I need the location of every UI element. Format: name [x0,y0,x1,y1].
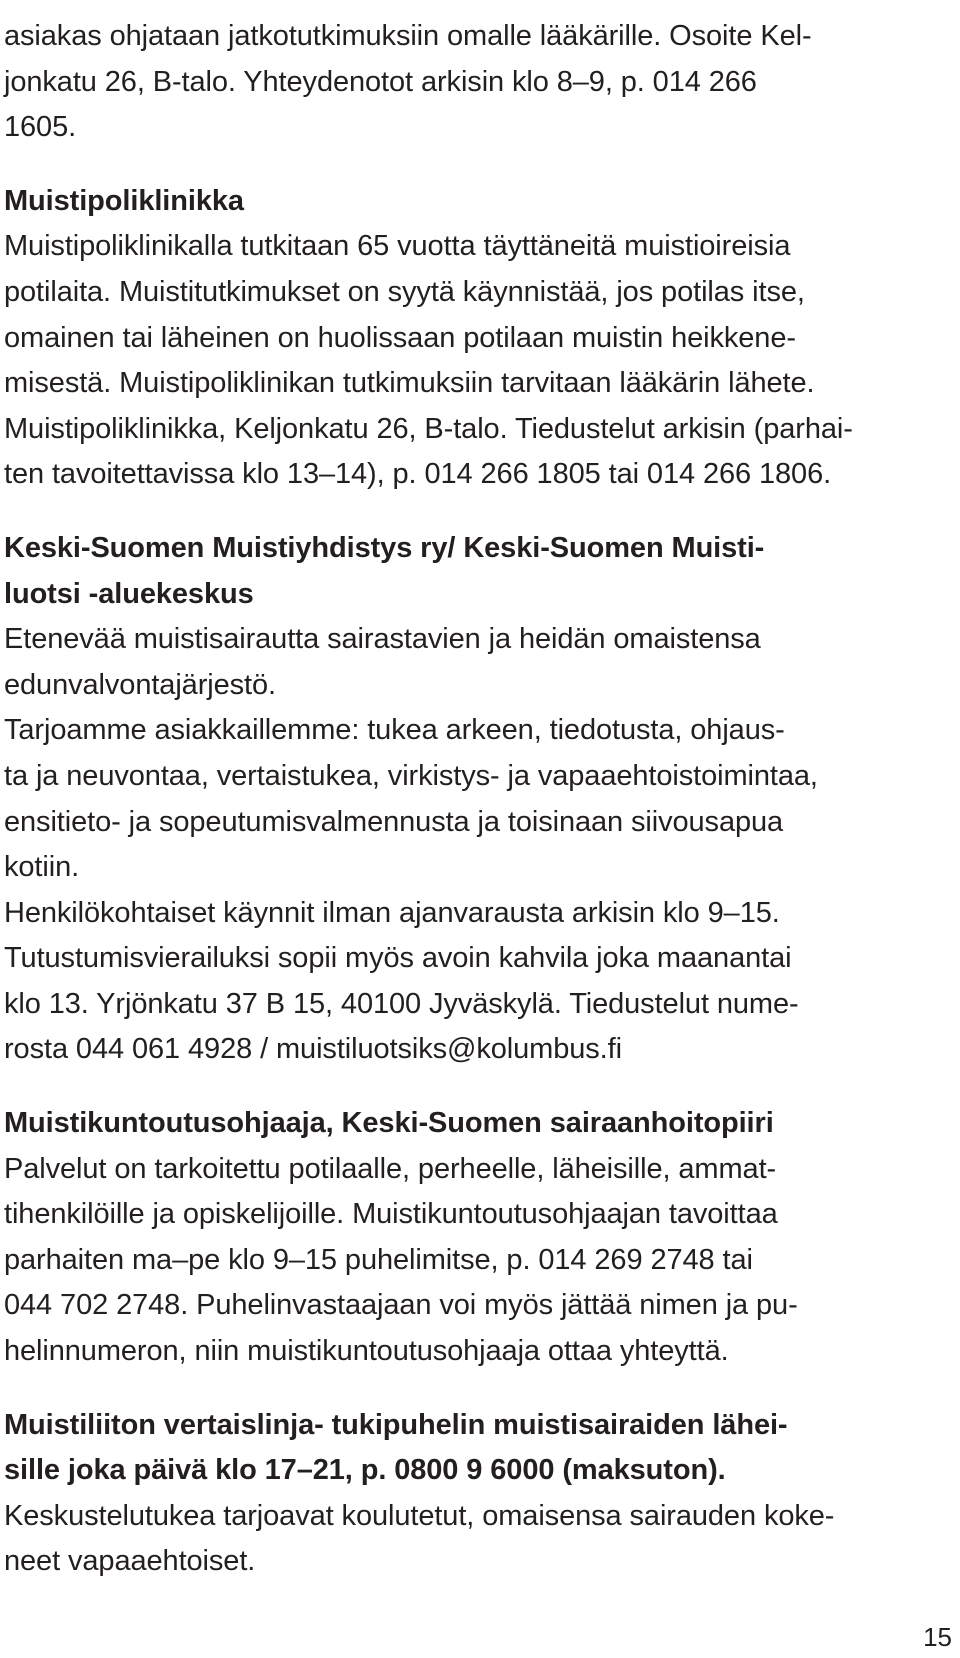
section-heading: Muistiliiton vertaislinja- tukipuhelin muistisairaiden lähei- [4,1408,788,1441]
body-line: Tutustumisvierailuksi sopii myös avoin kahvila joka maanantai [4,942,792,975]
body-line: 044 702 2748. Puhelinvastaajaan voi myös jättää nimen ja pu- [4,1289,798,1322]
body-line: 1605. [4,111,77,144]
body-line: asiakas ohjataan jatkotutkimuksiin omalle lääkärille. Osoite Kel- [4,20,812,52]
body-line: ta ja neuvontaa, vertaistukea, virkistys- ja vapaaehtoistoimintaa, [4,759,818,792]
section-heading: sille joka päivä klo 17–21, p. 0800 9 6000 (maksuton). [4,1454,726,1487]
body-line: ten tavoitettavissa klo 13–14), p. 014 266 1805 tai 014 266 1806. [4,458,832,491]
body-line: Etenevää muistisairautta sairastavien ja heidän omaistensa [4,623,761,656]
body-line: jonkatu 26, B-talo. Yhteydenotot arkisin klo 8–9, p. 014 266 [4,65,757,98]
section-gap [4,151,884,179]
body-line: Henkilökohtaiset käynnit ilman ajanvarausta arkisin klo 9–15. [4,896,780,929]
section-muistipoliklinikka [4,179,884,498]
body-line: klo 13. Yrjönkatu 37 B 15, 40100 Jyväskylä. Tiedustelut nume- [4,987,799,1020]
body-line: rosta 044 061 4928 / muistiluotsiks@kolumbus.fi [4,1033,622,1066]
body-line: parhaiten ma–pe klo 9–15 puhelimitse, p. 014 269 2748 tai [4,1243,753,1276]
body-line: kotiin. [4,851,80,884]
body-line: Tarjoamme asiakkaillemme: tukea arkeen, tiedotusta, ohjaus- [4,714,785,747]
section-muistiyhdistys [4,526,884,1073]
section-gap [4,498,884,526]
body-line: Muistipoliklinikka, Keljonkatu 26, B-talo. Tiedustelut arkisin (parhai- [4,412,853,445]
section-muistikuntoutusohjaaja [4,1101,884,1375]
section-heading: luotsi -aluekeskus [4,577,254,610]
body-line: helinnumeron, niin muistikuntoutusohjaaja ottaa yhteyttä. [4,1335,729,1368]
body-line: neet vapaaehtoiset. [4,1545,256,1578]
body-line: tihenkilöille ja opiskelijoille. Muistikuntoutusohjaajan tavoittaa [4,1198,778,1231]
section-heading: Keski-Suomen Muistiyhdistys ry/ Keski-Suomen Muisti- [4,531,765,564]
section-gap [4,1375,884,1403]
body-line: potilaita. Muistitutkimukset on syytä käynnistää, jos potilas itse, [4,275,805,308]
body-line: Keskustelutukea tarjoavat koulutetut, omaisensa sairauden koke- [4,1499,835,1532]
body-line: Muistipoliklinikalla tutkitaan 65 vuotta täyttäneitä muistioireisia [4,230,791,263]
page-number: 15 [923,1622,952,1652]
section-heading: Muistipoliklinikka [4,184,244,217]
section-heading: Muistikuntoutusohjaaja, Keski-Suomen sairaanhoitopiiri [4,1107,774,1140]
document-page [4,14,884,1585]
intro-paragraph [4,14,884,151]
body-line: Palvelut on tarkoitettu potilaalle, perheelle, läheisille, ammat- [4,1152,777,1185]
body-line: omainen tai läheinen on huolissaan potilaan muistin heikkene- [4,321,796,354]
body-line: misestä. Muistipoliklinikan tutkimuksiin tarvitaan lääkärin lähete. [4,367,815,400]
section-vertaislinja [4,1403,884,1585]
section-gap [4,1073,884,1101]
body-line: ensitieto- ja sopeutumisvalmennusta ja toisinaan siivousapua [4,805,784,838]
body-line: edunvalvontajärjestö. [4,668,276,701]
